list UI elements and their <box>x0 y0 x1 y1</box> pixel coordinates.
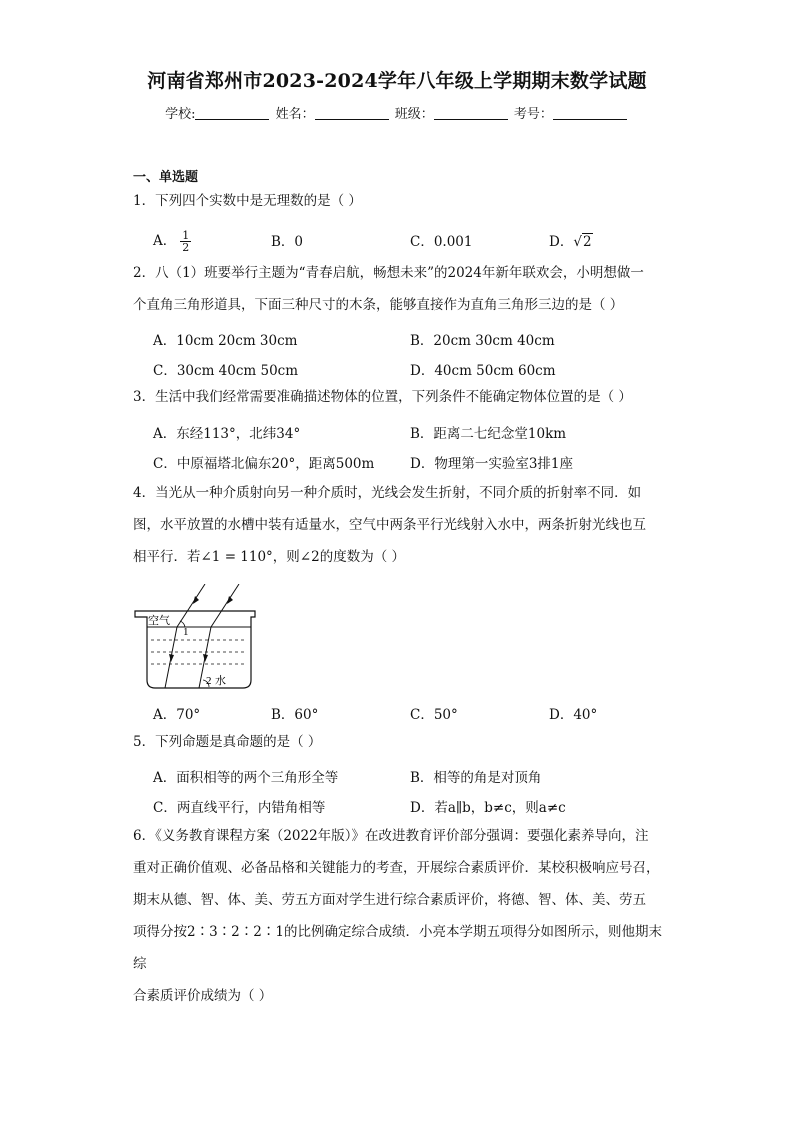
q2-option-c: C．30cm 40cm 50cm <box>153 363 299 379</box>
q1-option-c: C．0.001 <box>410 234 473 250</box>
question-6-stem <box>133 820 663 1012</box>
name-label: 姓名： <box>275 107 315 122</box>
name-blank[interactable] <box>315 107 389 120</box>
class-label: 班级： <box>394 107 434 122</box>
square-root <box>573 233 592 250</box>
q6-stem-line: 合素质评价成绩为（ ） <box>133 988 273 1004</box>
class-blank[interactable] <box>434 107 508 120</box>
q2-stem-line: 个直角三角形道具，下面三种尺寸的木条，能够直接作为直角三角形三边的是（ ） <box>133 297 624 313</box>
q6-stem-line: 项得分按2∶3∶2∶2∶1的比例确定综合成绩．小亮本学期五项得分如图所示，则他期末综 <box>133 924 662 972</box>
question-2-stem <box>133 257 663 321</box>
fraction-denominator: 2 <box>182 241 190 254</box>
q1-option-d <box>549 230 593 250</box>
question-4-stem <box>133 477 663 573</box>
section-heading: 一、单选题 <box>133 170 199 185</box>
angle-2-label: 2 <box>206 675 212 687</box>
q6-stem-line: 重对正确价值观、必备品格和关键能力的考查，开展综合素质评价．某校积极响应号召， <box>133 860 660 876</box>
water-tank-refraction-figure <box>133 584 263 694</box>
q5-option-a: A．面积相等的两个三角形全等 <box>153 770 339 786</box>
q3-option-a: A．东经113°，北纬34° <box>153 426 301 442</box>
air-label: 空气 <box>148 615 170 627</box>
q1-option-a-label: A． <box>153 233 177 249</box>
radicand: 2 <box>582 234 592 250</box>
q3-option-c: C．中原福塔北偏东20°，距离500m <box>153 456 375 472</box>
q3-option-b: B．距离二七纪念堂10km <box>410 426 567 442</box>
q4-stem-line: 相平行．若∠1 = 110°，则∠2的度数为（ ） <box>133 549 406 565</box>
angle-1-label: 1 <box>183 626 189 638</box>
question-1-stem: 1．下列四个实数中是无理数的是（ ） <box>133 193 362 209</box>
number-label: 考号： <box>513 107 553 122</box>
q2-option-d: D．40cm 50cm 60cm <box>410 363 556 379</box>
q5-option-b: B．相等的角是对顶角 <box>410 770 542 786</box>
q2-stem-line: 2．八（1）班要举行主题为“青春启航，畅想未来”的2024年新年联欢会，小明想做一 <box>133 265 644 281</box>
q4-option-a: A．70° <box>153 707 201 723</box>
q2-option-b: B．20cm 30cm 40cm <box>410 333 555 349</box>
page-title: 河南省郑州市2023-2024学年八年级上学期期末数学试题 <box>147 70 647 92</box>
q6-stem-line: 6．《义务教育课程方案（2022年版）》在改进教育评价部分强调：要强化素养导向，注 <box>133 828 649 844</box>
school-label: 学校: <box>165 107 196 122</box>
q4-option-b: B．60° <box>271 707 319 723</box>
water-label: 水 <box>215 675 226 687</box>
q4-stem-line: 4．当光从一种介质射向另一种介质时，光线会发生折射，不同介质的折射率不同．如 <box>133 485 642 501</box>
q4-stem-line: 图，水平放置的水槽中装有适量水，空气中两条平行光线射入水中，两条折射光线也互 <box>133 517 646 533</box>
q3-option-d: D．物理第一实验室3排1座 <box>410 456 574 472</box>
q4-option-d: D．40° <box>549 707 598 723</box>
q5-option-c: C．两直线平行，内错角相等 <box>153 800 326 816</box>
radical-sign: √ <box>573 234 582 250</box>
school-blank[interactable] <box>195 107 269 120</box>
q6-stem-line: 期末从德、智、体、美、劳五方面对学生进行综合素质评价，将德、智、体、美、劳五 <box>133 892 646 908</box>
q5-option-d: D．若a∥b，b≠c，则a≠c <box>410 800 566 816</box>
number-blank[interactable] <box>553 107 627 120</box>
fraction <box>180 230 191 253</box>
q4-option-c: C．50° <box>410 707 458 723</box>
fraction-numerator: 1 <box>182 229 190 242</box>
q2-option-a: A．10cm 20cm 30cm <box>153 333 298 349</box>
q1-option-d-label: D． <box>549 234 574 250</box>
q1-option-a <box>153 229 191 253</box>
question-5-stem: 5．下列命题是真命题的是（ ） <box>133 734 322 750</box>
question-3-stem: 3．生活中我们经常需要准确描述物体的位置，下列条件不能确定物体位置的是（ ） <box>133 389 632 405</box>
q1-option-b: B．0 <box>271 234 304 250</box>
student-info-line <box>0 103 794 122</box>
